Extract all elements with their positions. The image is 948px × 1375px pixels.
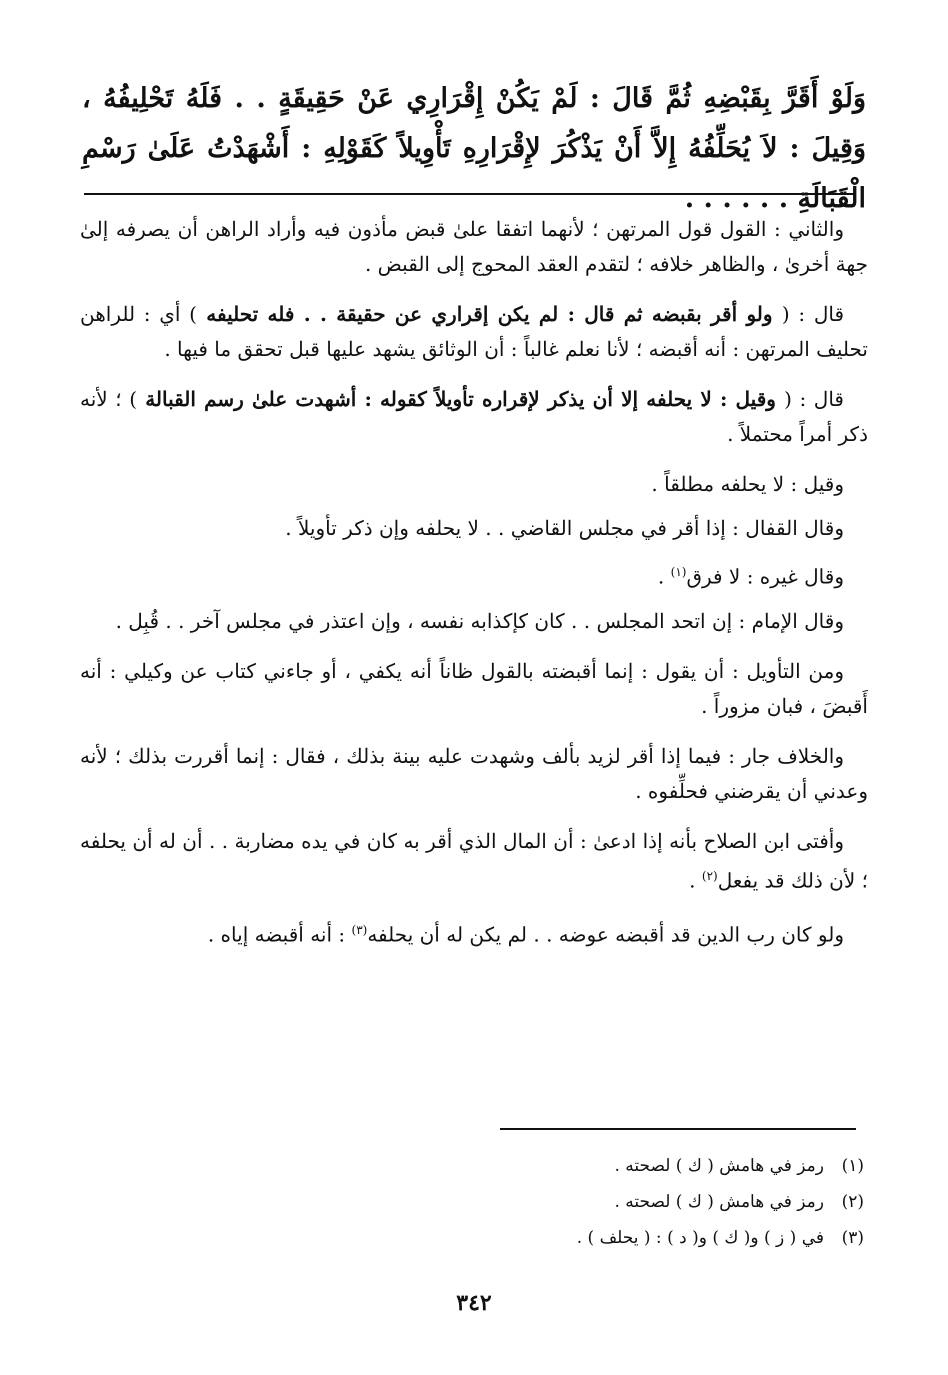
page-number: ٣٤٢ [456,1290,492,1316]
paragraph [80,824,868,899]
paragraph [80,297,868,367]
paragraph-text: وأفتى ابن الصلاح بأنه إذا ادعىٰ : أن المال الذي أقر به كان في يده مضاربة . . أن له أن يحلفه ؛ لأن ذلك قد يفعل [80,828,868,893]
paragraph: وقال القفال : إذا أقر في مجلس القاضي . . لا يحلفه وإن ذكر تأويلاً . [285,516,844,540]
footnote-ref: (٢) [701,868,718,883]
matn-text: وَلَوْ أَقَرَّ بِقَبْضِهِ ثُمَّ قَالَ : لَمْ يَكُنْ إِقْرَارِي عَنْ حَقِيقَةٍ . . فَلَهُ تَحْلِيفُهُ ، وَقِيلَ : لاَ يُحَلِّفُهُ إِلاَّ أَنْ يَذْكُرَ لإِقْرَارِهِ تَأْوِيلاً كَقَوْلِهِ : أَشْهَدْتُ عَلَىٰ رَسْمِ الْقَبَالَةِ . . . . . . [82,83,866,214]
footnote-number: (٣) [841,1228,864,1248]
paragraph-text: ) ؛ لأنه ذكر أمراً محتملاً . [80,387,868,446]
sharh-commentary [80,212,868,968]
footnotes [264,1148,864,1256]
paragraph-text: ) أي : للراهن تحليف المرتهن : أنه أقبضه ؛ لأنا نعلم غالباً : أن الوثائق يشهد عليها قبل تحقق ما فيها . [80,302,868,361]
paragraph-end: . [657,564,671,589]
paragraph [80,382,868,452]
paragraph-end: . [689,868,702,893]
footnote-text: رمز في هامش ( ك ) لصحته . [614,1192,824,1212]
paragraph: والثاني : القول قول المرتهن ؛ لأنهما اتفقا علىٰ قبض مأذون فيه وأراد الراهن أن يصرفه إلىٰ جهة أخرىٰ ، والظاهر خلافه ؛ لتقدم العقد المحوج إلى القبض . [80,217,868,276]
footnote [264,1148,864,1184]
paragraph-text: ولو كان رب الدين قد أقبضه عوضه . . لم يكن له أن يحلفه [367,922,844,947]
paragraph: ومن التأويل : أن يقول : إنما أقبضته بالقول ظاناً أنه يكفي ، أو جاءني كتاب عن وكيلي : أنه أَقبضَ ، فبان مزوراً . [80,658,868,718]
paragraph [80,555,868,595]
paragraph: وقيل : لا يحلفه مطلقاً . [651,472,844,496]
quote-intro: قال : ( [781,302,845,326]
quoted-matn: ولو أقر بقبضه ثم قال : لم يكن إقراري عن حقيقة . . فله تحليفه [196,302,782,326]
footnote-text: رمز في هامش ( ك ) لصحته . [614,1156,824,1176]
footnote-separator [500,1128,856,1130]
quote-intro: قال : ( [784,387,844,411]
footnote-number: (١) [841,1156,864,1176]
footnote-number: (٢) [841,1192,864,1212]
paragraph-text: وقال غيره : لا فرق [686,564,844,589]
paragraph: وقال الإمام : إن اتحد المجلس . . كان كإكذابه نفسه ، وإن اعتذر في مجلس آخر . . قُبِل . [115,608,844,633]
separator-line [84,193,856,195]
footnote-ref: (١) [670,565,687,579]
paragraph [80,913,868,953]
paragraph-end: : أنه أقبضه إياه . [207,922,352,947]
quoted-matn: وقيل : لا يحلفه إلا أن يذكر لإقراره تأويلاً كقوله : أشهدت علىٰ رسم القبالة [137,387,785,411]
footnote-text: في ( ز ) و( ك ) و( د ) : ( يحلف ) . [576,1228,824,1248]
footnote-ref: (٣) [351,923,368,938]
footnote [264,1220,864,1256]
paragraph: والخلاف جار : فيما إذا أقر لزيد بألف وشهدت عليه بينة بذلك ، فقال : إنما أقررت بذلك ؛ لأنه وعدني أن يقرضني فحلِّفوه . [80,743,868,803]
footnote [264,1184,864,1220]
